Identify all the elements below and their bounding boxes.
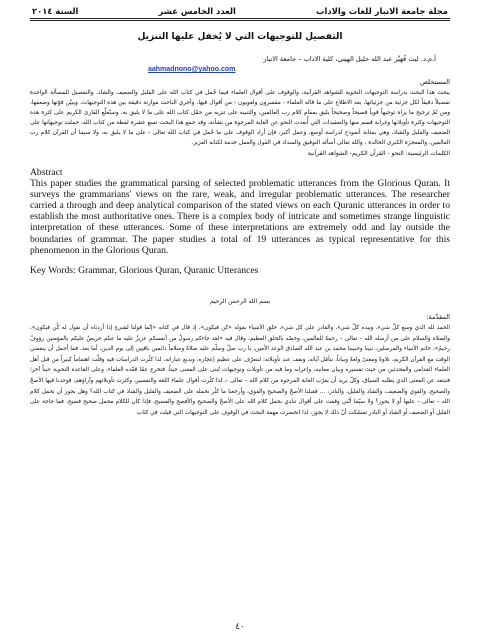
english-keywords: Key Words: Grammar, Glorious Quran, Quranic Utterances (30, 264, 259, 276)
journal-name: مجلة جامعة الانبار للغات والاداب (316, 6, 448, 16)
author-line: أ.م.د. ليث قُهَيْر عبد الله خليل الهيتي، كلية الاداب – جامعة الانبار (263, 55, 436, 63)
introduction-heading: المقدّمة: (426, 312, 450, 321)
author-email-link[interactable]: aahmadnono@yahoo.com (148, 66, 236, 73)
arabic-abstract-heading: المستخلص (419, 78, 450, 86)
issue-number: العدد الخامس عشر (158, 6, 236, 16)
arabic-abstract-text: يبحث هذا البحث بدراسة التوجيهات النحوية للشواهد القرآنية، والوقوف على أقوال العلماء فيما حُمل في كتاب الله على القليل والضعيف والشاذ، والتفصيل للمسألة الواحدة تفصيلاً دقيقاً لكل جزئية من جزئياتها، بعد الاطلاع على ما قاله العلماء - مفسرون ولغويون - من أقوال فيها، وأجري الباحث موازنة دقيقة بين هذه التوجيهات، ويبيّن قوّتها وضعفها، ومن ثَمّ ترجيح ما يراه توجيهاً قوياً فصيحاً وصحيحاً يليق بمقام كلام رب العالمين، والتنبيه على تنزيه من حمّل كتاب الله على ما لا يليق به، وسبّعلّع القارئ الكريم على كثرة هذه التوجيهات وكثرة تأويلاتها وغرابة قسم منها والتعقيدات التي أُبعدت النحو عن الغاية المرجوة من نشأته، وقد جمع هذا البحث تسع عشرة لفظة من كتاب الله، حملت توجيهاتها على الضعيف والقليل والشاذ، وهي بمثابة أنموذج لدراسة أوسع، وعمل أكبر، فإن أراد الوقوف على ما حُمل في كتاب الله تعالى - على ما لا يليق به، ولا سيما أن القرآن كلام رب العالمين، والمعجزة الكبرى الخالدة ، والله تعالى أسأله التوفيق والسداد في القول والعمل خدمة لكتابه العزيز. (30, 90, 450, 147)
paper-title: التفصيل للتوجيهات التي لا يُخفل عليها التنزيل (137, 32, 343, 42)
header-divider (30, 20, 450, 21)
english-abstract-heading: Abstract (30, 166, 63, 178)
basmala: بسم الله الرحمن الرحيم (209, 297, 271, 305)
english-abstract-text: This paper studies the grammatical parsing of selected problematic utterances from the Glorious Quran. It surveys the grammarians' views on the rare, weak, and irregular problematic utterances. The researcher carried a through and deep analytical comparison of the stated views on each Quranic utterances in order to establish the most authoritative ones. There is a complex body of intricate and sometimes strange linguistic interpretation of these utterances. Some of these interpretations are extremely odd and lay outside the boundaries of grammar. The paper studies a total of 19 utterances as typical representative for this phenomenon in the Glorious Quran. (30, 177, 450, 256)
page-number: ٤٠ (235, 622, 245, 632)
arabic-keywords: الكلمات الرئيسية: النحو - القرآن الكريم- الشواهد القرآنية (307, 149, 450, 157)
running-header (30, 6, 450, 19)
introduction-text: الحمد لله الذي وسع كلّ شيء، وبيده كلّ شيء، والقادر على كل شيء، خلق الأشياء بقوله «كن فيكون»، إذ قال في كتابه «إنّما قولنا لشيءٍ إذا أردناه أن نقول له كُن فيكون»، والصلاة والسلام على من أرسله الله – تعالى – رحمةً للعالمين، وخصّه بالخلق العظيم، وقال فيه «لقد جاءكم رسولٌ من أنفسكم عزيزٌ عليه ما عنتّم حريصٌ عليكم بالمؤمنين رؤوفٌ رحيمٌ»، خاتم الأنبياء والمرسلين، نبينا وحبيبنا محمد بن عبد الله الصادق الوعد الأمين، يا رب صلّ وسلّم عليه صلاةً وسلاماً دائمين باقيين إلى يوم الدين، أما بعد، فما أجمل أن ينقضي الوقت مع القرآن الكريم، تلاوةً ومعنىً ولغةً وبياناً، نتأمّل آياته، ونقف عند تأويلاته؛ لنتعرّف على عظيم إعجازه، وبديع عباراته، لذا كثُرت الدراسات فيه وقلّت اهتماماً كبيراً من قبل أهل العلماء القدامى والمحدثين من حيث تفسيره وبيان معانيه، وإعرابه وما فيه من تأويلات وتوجيهات تُبنى على المعنى حيناً، فتخرج عمّا قعّده العلماء، وعلى القاعدة النحوية حيناً آخر؛ فتبتعد عن المعنى الذي يطلبه السياق، وكلّ يريد أن يقرّب الغاية المرجوة من كلام الله – تعالى -، لذا كثُرت أقوال علماء اللغة والتفسير، وكثرت تأويلاتهم وآراؤهم، فوجدنا فيها الأصحّ والصحيح، والقوي والضعيف، والشاذ والقليل، والنادر، ... فقبلنا الأصحّ والصحيح والقوي، وأرجعنا ما كثُر نحمله على الضعيف والقليل والشاذ في كتاب الله؟ وهل يجوز أن نحمل كلام الله – تعالى – عليها أو لا يجوز؟ ولا سيّما أنّني وقفت على أقوال تنادي بحمل كلام الله على الأصحّ والصحيح والأفصح والفصيح، فإذا كان للكلام محمل صحيح فصيح، فما حاجة على القليل أو الضعيف أو الشاذ أو النادر تمسّكت أنّ ذلك لا يجوز، لذا انحصرت مهمة البحث في الوقوف على التوجيهات التي قيلت في كتاب (30, 324, 450, 416)
issue-year: السنة ٢٠١٤ (32, 6, 79, 16)
